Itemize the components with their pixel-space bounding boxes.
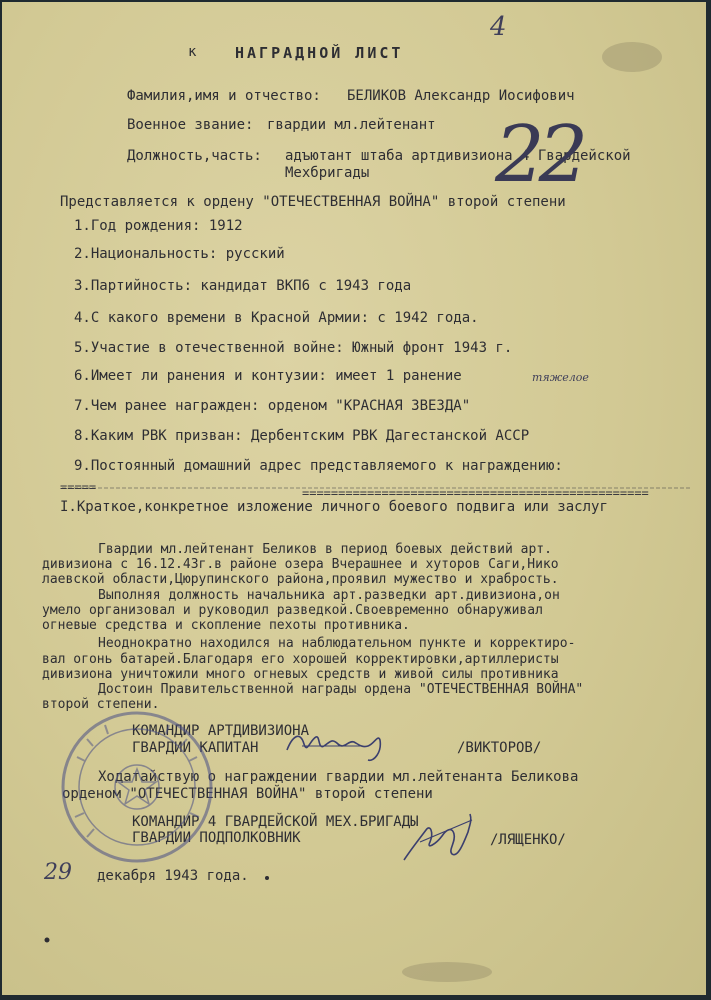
narrative-line-4: Выполняя должность начальника арт.разведки арт.дивизиона,он <box>98 588 560 603</box>
item-party: 3.Партийность: кандидат ВКП6 с 1943 года <box>74 278 412 294</box>
corner-mark: к <box>188 44 197 60</box>
item-home-address: 9.Постоянный домашний адрес представляемого к награждению: <box>74 458 563 474</box>
signature-lyashchenko <box>404 814 471 860</box>
paper-stain <box>402 962 492 982</box>
signer2-name: /ЛЯЩЕНКО/ <box>490 832 566 848</box>
narrative-line-6: огневые средства и скопление пехоты противника. <box>42 618 410 633</box>
narrative-line-10: Достоин Правительственной награды ордена "ОТЕЧЕСТВЕННАЯ ВОЙНА" <box>98 682 584 697</box>
signer1-title: КОМАНДИР АРТДИВИЗИОНА <box>132 723 310 739</box>
signer2-rank: ГВАРДИИ ПОДПОЛКОВНИК <box>132 830 301 846</box>
item-birth-year: 1.Год рождения: 1912 <box>74 218 243 234</box>
date-day-handwritten: 29 <box>44 860 72 885</box>
narrative-line-2: дивизиона с 16.12.43г.в районе озера Вчерашнее и хуторов Саги,Нико <box>42 557 559 572</box>
narrative-line-7: Неоднократно находился на наблюдательном пункте и корректиро- <box>98 636 576 651</box>
narrative-line-11: второй степени. <box>42 697 160 712</box>
item-war-participation: 5.Участие в отечественной войне: Южный фронт 1943 г. <box>74 340 513 356</box>
ink-marks <box>2 2 706 995</box>
item-army-since: 4.С какого времени в Красной Армии: с 1942 года. <box>74 310 479 326</box>
narrative-line-3: лаевской области,Цюрупинского района,проявил мужество и храбрость. <box>42 572 559 587</box>
position-label: Должность,часть: <box>127 148 262 164</box>
handwritten-corner-number: 4 <box>490 12 507 42</box>
rank-value: гвардии мл.лейтенант <box>267 117 436 133</box>
narrative-line-9: дивизиона уничтожили много огневых средств и живой силы противника <box>42 667 559 682</box>
item-nationality: 2.Национальность: русский <box>74 246 285 262</box>
item-draft-office: 8.Каким РВК призван: Дербентским РВК Дагестанской АССР <box>74 428 530 444</box>
paper-stain <box>602 42 662 72</box>
date-text: декабря 1943 года. <box>97 868 249 884</box>
signer1-rank: ГВАРДИИ КАПИТАН <box>132 740 259 756</box>
petition-line-2: орденом "ОТЕЧЕСТВЕННАЯ ВОЙНА" второй степени <box>62 786 433 802</box>
handwritten-wound-note: тяжелое <box>532 371 589 384</box>
name-label: Фамилия,имя и отчество: <box>127 88 321 104</box>
narrative-line-5: умело организовал и руководил разведкой.Своевременно обнаруживал <box>42 603 543 618</box>
separator-left: ===== <box>60 480 97 494</box>
signature-viktorov <box>287 736 380 760</box>
narrative-line-1: Гвардии мл.лейтенант Беликов в период боевых действий арт. <box>98 542 552 557</box>
rank-label: Военное звание: <box>127 117 254 133</box>
item-previous-awards: 7.Чем ранее награжден: орденом "КРАСНАЯ ЗВЕЗДА" <box>74 398 471 414</box>
handwritten-number: 22 <box>495 110 583 200</box>
document-title: НАГРАДНОЙ ЛИСТ <box>235 44 404 62</box>
separator-right: ================================================ <box>302 486 649 500</box>
name-value: БЕЛИКОВ Александр Иосифович <box>347 88 575 104</box>
award-sheet-page <box>2 2 706 995</box>
position-value-line2: Мехбригады <box>285 165 370 181</box>
item-wounds: 6.Имеет ли ранения и контузии: имеет 1 ранение <box>74 368 462 384</box>
narrative-line-8: вал огонь батарей.Благодаря его хорошей корректировки,артиллеристы <box>42 652 559 667</box>
petition-line-1: Ходатайствую о награждении гвардии мл.лейтенанта Беликова <box>98 769 579 785</box>
position-value-line1: адъютант штаба артдивизиона 4 Гвардейской <box>285 148 631 164</box>
signer1-name: /ВИКТОРОВ/ <box>457 740 542 756</box>
nomination-line: Представляется к ордену "ОТЕЧЕСТВЕННАЯ ВОЙНА" второй степени <box>60 194 566 210</box>
section-heading: I.Краткое,конкретное изложение личного боевого подвига или заслуг <box>60 499 608 515</box>
signer2-title: КОМАНДИР 4 ГВАРДЕЙСКОЙ МЕХ.БРИГАДЫ <box>132 814 419 830</box>
